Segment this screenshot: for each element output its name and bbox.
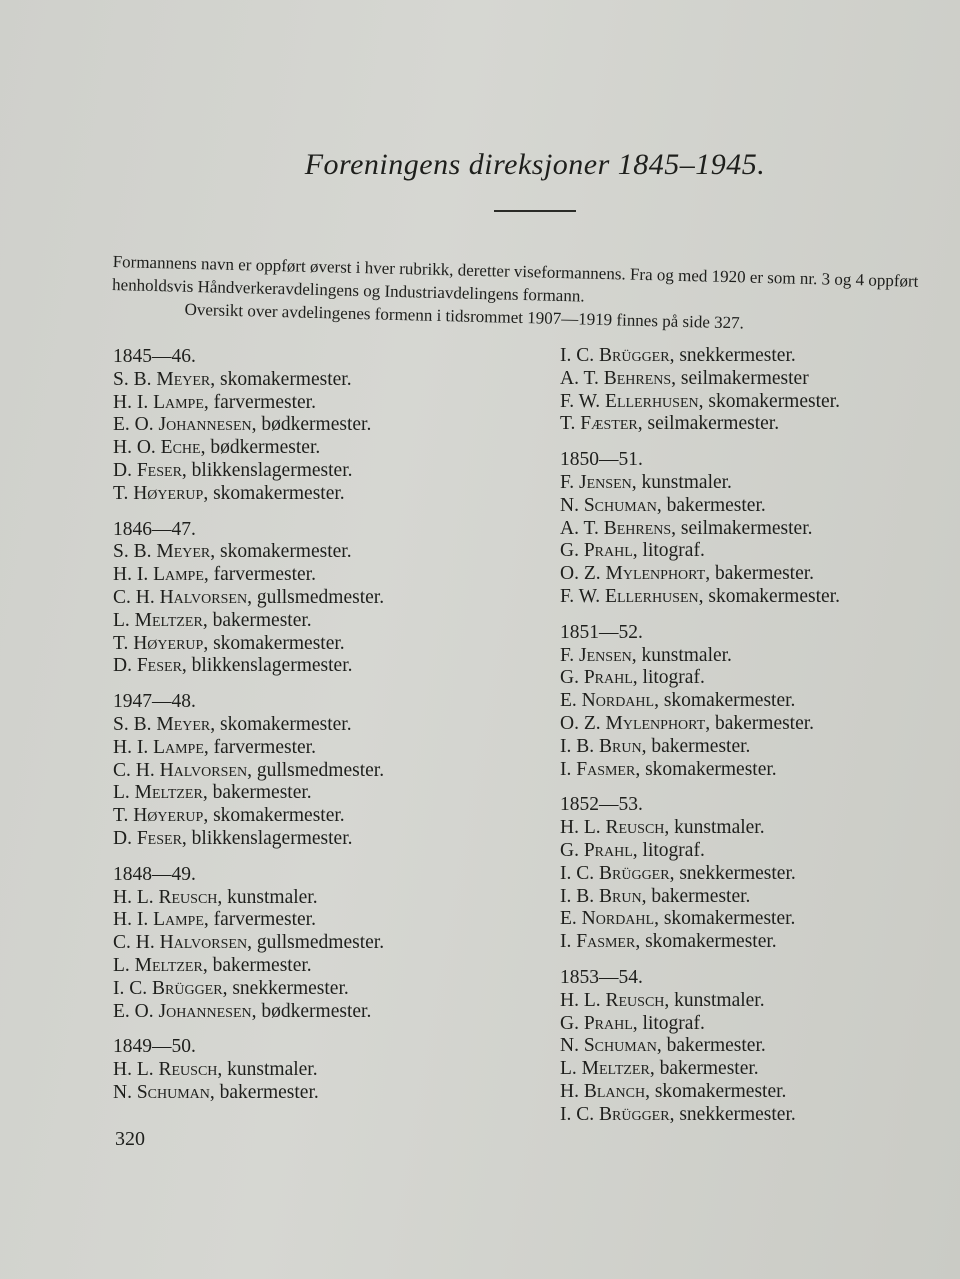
member-entry: I. C. Brügger, snekkermester.: [113, 977, 349, 999]
member-entry: I. Fasmer, skomakermester.: [560, 758, 777, 780]
member-entry: I. B. Brun, bakermester.: [560, 885, 751, 907]
member-entry: H. L. Reusch, kunstmaler.: [113, 1059, 318, 1081]
member-entry: C. H. Halvorsen, gullsmedmester.: [113, 932, 385, 954]
member-role: skomakermester.: [213, 632, 345, 654]
member-role: seilmakermester.: [647, 413, 780, 435]
term-year: 1848—49.: [113, 863, 196, 885]
right-column: [560, 345, 950, 1140]
member-entry: H. L. Reusch, kunstmaler.: [113, 886, 318, 908]
intro-line-1: Formannens navn er oppført øverst i hver rubrikk, deretter viseformannens. Fra og med 1920 er som nr. 3 og 4 oppført henholdsvis Håndverkeravdelingens og Industriavdelingens formann.: [111, 251, 919, 306]
member-name: H. L. Reusch: [113, 886, 218, 908]
member-name: F. W. Ellerhusen: [560, 585, 699, 607]
member-role: bakermester.: [212, 782, 312, 804]
member-entry: T. Høyerup, skomakermester.: [113, 482, 345, 504]
member-name: T. Høyerup: [113, 482, 204, 504]
member-name: E. Nordahl: [560, 690, 655, 712]
member-entry: G. Prahl, litograf.: [560, 667, 705, 689]
member-role: seilmakermester: [680, 367, 809, 389]
member-entry: H. L. Reusch, kunstmaler.: [560, 817, 765, 839]
member-role: snekkermester.: [679, 862, 796, 884]
member-role: litograf.: [642, 667, 705, 689]
member-name: G. Prahl: [560, 540, 633, 562]
member-role: skomakermester.: [654, 1080, 787, 1102]
member-role: snekkermester.: [679, 1103, 796, 1125]
member-name: O. Z. Mylenphort: [560, 712, 706, 734]
member-entry: F. Jensen, kunstmaler.: [560, 644, 732, 666]
member-entry: E. O. Johannesen, bødkermester.: [113, 1000, 372, 1022]
member-entry: A. T. Behrens, seilmakermester: [560, 367, 809, 389]
member-name: L. Meltzer: [113, 954, 203, 976]
member-role: gullsmedmester.: [256, 586, 385, 608]
term-section: [113, 346, 533, 506]
member-role: skomakermester.: [220, 713, 352, 735]
member-role: bakermester.: [659, 1058, 759, 1080]
member-entry: H. L. Reusch, kunstmaler.: [560, 989, 765, 1011]
member-role: skomakermester.: [220, 368, 352, 390]
member-name: S. B. Meyer: [113, 368, 211, 390]
member-name: D. Feser: [113, 655, 182, 677]
member-name: L. Meltzer: [113, 609, 203, 631]
member-entry: S. B. Meyer, skomakermester.: [113, 368, 352, 390]
member-role: skomakermester.: [213, 482, 345, 504]
member-entry: E. Nordahl, skomakermester.: [560, 690, 796, 712]
member-role: kunstmaler.: [641, 644, 732, 666]
member-name: T. Høyerup: [113, 632, 204, 654]
member-role: skomakermester.: [645, 931, 777, 953]
member-name: L. Meltzer: [560, 1058, 650, 1080]
member-entry: L. Meltzer, bakermester.: [113, 954, 312, 976]
member-role: farvermester.: [213, 736, 316, 758]
term-section: [113, 519, 533, 679]
member-name: E. O. Johannesen: [113, 414, 252, 436]
member-role: bakermester.: [666, 1035, 766, 1057]
member-role: kunstmaler.: [674, 817, 765, 839]
member-role: bakermester.: [219, 1081, 319, 1103]
member-role: skomakermester.: [220, 541, 352, 563]
member-name: E. Nordahl: [560, 908, 655, 930]
member-role: blikkenslagermester.: [191, 655, 353, 677]
term-year: 1851—52.: [560, 621, 643, 643]
member-entry: C. H. Halvorsen, gullsmedmester.: [113, 586, 385, 608]
member-name: F. Jensen: [560, 644, 632, 666]
member-name: H. I. Lampe: [113, 564, 204, 586]
member-name: S. B. Meyer: [113, 541, 211, 563]
member-name: D. Feser: [113, 459, 182, 481]
member-role: farvermester.: [213, 391, 316, 413]
member-name: C. H. Halvorsen: [113, 586, 248, 608]
member-name: F. Jensen: [560, 471, 632, 493]
member-role: gullsmedmester.: [256, 932, 385, 954]
member-name: H. L. Reusch: [560, 989, 665, 1011]
member-name: T. Høyerup: [113, 805, 204, 827]
member-role: bakermester.: [651, 885, 751, 907]
member-entry: E. O. Johannesen, bødkermester.: [113, 414, 372, 436]
member-name: H. O. Eche: [113, 437, 201, 459]
member-name: C. H. Halvorsen: [113, 932, 248, 954]
member-entry: N. Schuman, bakermester.: [560, 494, 766, 516]
member-name: A. T. Behrens: [560, 517, 672, 539]
member-name: I. C. Brügger: [560, 345, 670, 366]
member-name: I. Fasmer: [560, 758, 636, 780]
member-entry: G. Prahl, litograf.: [560, 839, 705, 861]
member-role: skomakermester.: [663, 908, 796, 930]
term-section: [560, 345, 950, 436]
member-role: litograf.: [642, 839, 705, 861]
member-entry: F. W. Ellerhusen, skomakermester.: [560, 585, 840, 607]
member-entry: A. T. Behrens, seilmakermester.: [560, 517, 813, 539]
term-section: [560, 967, 950, 1127]
member-role: skomakermester.: [708, 390, 840, 412]
member-role: kunstmaler.: [641, 471, 732, 493]
member-entry: G. Prahl, litograf.: [560, 540, 705, 562]
member-role: bødkermester.: [210, 437, 321, 459]
member-entry: T. Høyerup, skomakermester.: [113, 632, 345, 654]
term-year: 1850—51.: [560, 449, 643, 471]
member-entry: E. Nordahl, skomakermester.: [560, 908, 796, 930]
member-entry: N. Schuman, bakermester.: [113, 1081, 319, 1103]
member-entry: O. Z. Mylenphort, bakermester.: [560, 712, 815, 734]
member-role: skomakermester.: [645, 758, 777, 780]
member-role: skomakermester.: [708, 585, 840, 607]
member-name: I. Fasmer: [560, 931, 636, 953]
term-section: [560, 794, 950, 954]
term-year: 1849—50.: [113, 1036, 196, 1058]
member-name: N. Schuman: [560, 494, 657, 516]
member-entry: H. I. Lampe, farvermester.: [113, 564, 316, 586]
member-role: snekkermester.: [679, 345, 796, 366]
term-year: 1852—53.: [560, 794, 643, 816]
member-entry: L. Meltzer, bakermester.: [113, 609, 312, 631]
left-column: [113, 346, 533, 1118]
member-role: bakermester.: [212, 954, 312, 976]
member-entry: G. Prahl, litograf.: [560, 1012, 705, 1034]
member-entry: T. Fæster, seilmakermester.: [560, 413, 780, 435]
term-section: [560, 622, 950, 782]
member-entry: H. Blanch, skomakermester.: [560, 1080, 787, 1102]
member-entry: H. I. Lampe, farvermester.: [113, 391, 316, 413]
member-entry: D. Feser, blikkenslagermester.: [113, 655, 353, 677]
member-entry: H. I. Lampe, farvermester.: [113, 736, 316, 758]
member-role: skomakermester.: [213, 805, 345, 827]
term-year: 1845—46.: [113, 346, 196, 367]
member-name: H. I. Lampe: [113, 909, 204, 931]
member-entry: S. B. Meyer, skomakermester.: [113, 541, 352, 563]
member-role: seilmakermester.: [680, 517, 813, 539]
member-name: I. B. Brun: [560, 735, 642, 757]
term-section: [560, 449, 950, 609]
member-name: H. I. Lampe: [113, 736, 204, 758]
member-name: I. C. Brügger: [560, 1103, 670, 1125]
title-rule: [494, 210, 576, 212]
member-entry: N. Schuman, bakermester.: [560, 1035, 766, 1057]
term-section: [113, 864, 533, 1024]
term-section: [113, 1036, 533, 1104]
member-name: C. H. Halvorsen: [113, 759, 248, 781]
member-entry: I. C. Brügger, snekkermester.: [560, 345, 796, 366]
term-year: 1853—54.: [560, 966, 643, 988]
member-name: G. Prahl: [560, 667, 633, 689]
page-title: Foreningens direksjoner 1845–1945.: [304, 148, 766, 181]
member-name: O. Z. Mylenphort: [560, 563, 706, 585]
member-name: F. W. Ellerhusen: [560, 390, 699, 412]
member-role: bødkermester.: [261, 1000, 372, 1022]
member-role: kunstmaler.: [227, 1059, 318, 1081]
member-name: I. B. Brun: [560, 885, 642, 907]
member-role: kunstmaler.: [674, 989, 765, 1011]
member-name: H. L. Reusch: [113, 1059, 218, 1081]
member-role: snekkermester.: [232, 977, 349, 999]
member-role: bakermester.: [666, 494, 766, 516]
member-entry: L. Meltzer, bakermester.: [560, 1058, 759, 1080]
term-year: 1947—48.: [113, 691, 196, 713]
member-entry: S. B. Meyer, skomakermester.: [113, 713, 352, 735]
member-role: litograf.: [642, 540, 705, 562]
member-name: N. Schuman: [113, 1081, 210, 1103]
member-role: bakermester.: [714, 712, 815, 734]
member-name: N. Schuman: [560, 1035, 657, 1057]
member-entry: T. Høyerup, skomakermester.: [113, 805, 345, 827]
member-name: G. Prahl: [560, 839, 633, 861]
member-role: gullsmedmester.: [256, 759, 385, 781]
member-entry: I. C. Brügger, snekkermester.: [560, 1103, 796, 1125]
term-year: 1846—47.: [113, 518, 196, 540]
member-entry: D. Feser, blikkenslagermester.: [113, 827, 353, 849]
term-section: [113, 691, 533, 851]
member-entry: F. W. Ellerhusen, skomakermester.: [560, 390, 840, 412]
member-name: T. Fæster: [560, 413, 638, 435]
member-entry: H. O. Eche, bødkermester.: [113, 437, 321, 459]
member-role: bakermester.: [212, 609, 312, 631]
member-name: H. I. Lampe: [113, 391, 204, 413]
member-name: G. Prahl: [560, 1012, 633, 1034]
member-entry: D. Feser, blikkenslagermester.: [113, 459, 353, 481]
member-role: bødkermester.: [261, 414, 372, 436]
member-entry: C. H. Halvorsen, gullsmedmester.: [113, 759, 385, 781]
member-entry: I. C. Brügger, snekkermester.: [560, 862, 796, 884]
member-entry: O. Z. Mylenphort, bakermester.: [560, 563, 815, 585]
member-role: blikkenslagermester.: [191, 459, 353, 481]
member-role: bakermester.: [651, 735, 751, 757]
member-name: H. Blanch: [560, 1080, 646, 1102]
page-number: 320: [115, 1128, 145, 1150]
member-role: kunstmaler.: [227, 886, 318, 908]
member-role: skomakermester.: [663, 690, 796, 712]
member-role: farvermester.: [213, 909, 316, 931]
member-role: blikkenslagermester.: [191, 827, 353, 849]
member-name: D. Feser: [113, 827, 182, 849]
member-name: H. L. Reusch: [560, 817, 665, 839]
member-name: I. C. Brügger: [113, 977, 223, 999]
member-name: E. O. Johannesen: [113, 1000, 252, 1022]
member-name: A. T. Behrens: [560, 367, 672, 389]
intro-line-2: Oversikt over avdelingenes formenn i tidsrommet 1907—1919 finnes på side 327.: [184, 299, 745, 333]
intro-paragraph: [111, 250, 942, 339]
member-entry: H. I. Lampe, farvermester.: [113, 909, 316, 931]
member-name: L. Meltzer: [113, 782, 203, 804]
member-entry: I. B. Brun, bakermester.: [560, 735, 751, 757]
member-role: farvermester.: [213, 564, 316, 586]
member-entry: L. Meltzer, bakermester.: [113, 782, 312, 804]
member-role: bakermester.: [714, 563, 815, 585]
member-entry: F. Jensen, kunstmaler.: [560, 471, 732, 493]
member-name: I. C. Brügger: [560, 862, 670, 884]
member-role: litograf.: [642, 1012, 705, 1034]
member-entry: I. Fasmer, skomakermester.: [560, 931, 777, 953]
member-name: S. B. Meyer: [113, 713, 211, 735]
